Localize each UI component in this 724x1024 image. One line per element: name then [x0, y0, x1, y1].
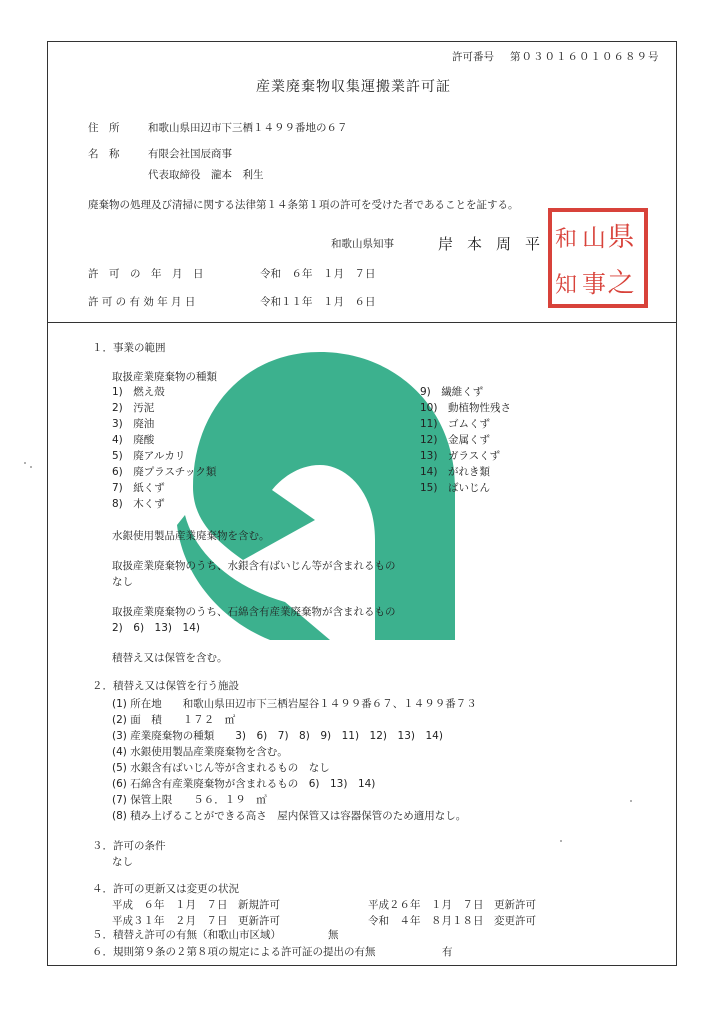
renewal-entry: 令和 ４年 ８月１８日 変更許可	[368, 915, 536, 927]
mercury-dust-answer: なし	[112, 576, 133, 588]
company-name: 有限会社国辰商事	[148, 148, 232, 160]
waste-item-right: 9) 繊維くず	[420, 386, 484, 398]
waste-item-right: 15) ばいじん	[420, 482, 490, 494]
transship-note: 積替え又は保管を含む。	[112, 652, 228, 664]
facility-item: (8) 積み上げることができる高さ 屋内保管又は容器保管のため適用なし。	[112, 810, 467, 822]
permit-date: 令和 ６年 １月 ７日	[260, 268, 376, 280]
scan-speck	[24, 462, 26, 464]
scan-speck	[560, 840, 562, 842]
issuer-name: 岸本周平	[438, 235, 555, 253]
svg-text:之: 之	[607, 268, 635, 299]
section2-heading: ２．積替え又は保管を行う施設	[92, 680, 239, 692]
section6-value: 有	[442, 946, 453, 958]
address-label: 住 所	[88, 122, 120, 134]
facility-item: (4) 水銀使用製品産業廃棄物を含む。	[112, 746, 288, 758]
svg-text:事: 事	[582, 270, 606, 298]
header-divider	[47, 322, 677, 323]
asbestos-answer: 2) 6) 13) 14)	[112, 622, 200, 634]
waste-item-right: 12) 金属くず	[420, 434, 490, 446]
facility-item: (5) 水銀含有ばいじん等が含まれるもの なし	[112, 762, 330, 774]
renewal-entry: 平成２６年 １月 ７日 更新許可	[368, 899, 536, 911]
representative-name: 代表取締役 瀧本 利生	[148, 169, 264, 181]
scan-speck	[30, 466, 32, 468]
certification-statement: 廃棄物の処理及び清掃に関する法律第１４条第１項の許可を受けた者であることを証する。	[88, 199, 519, 211]
section1-heading: １．事業の範囲	[92, 342, 166, 354]
section5-text: ５．積替え許可の有無（和歌山市区域）	[92, 929, 281, 941]
mercury-products-note: 水銀使用製品産業廃棄物を含む。	[112, 530, 270, 542]
waste-item-left: 8) 木くず	[112, 498, 165, 510]
section6-text: ６．規則第９条の２第８項の規定による許可証の提出の有無	[92, 946, 376, 958]
waste-types-label: 取扱産業廃棄物の種類	[112, 371, 217, 383]
renewal-entry: 平成３１年 ２月 ７日 更新許可	[112, 915, 280, 927]
expiry-date: 令和１１年 １月 ６日	[260, 296, 376, 308]
issuer-title: 和歌山県知事	[331, 238, 394, 250]
permit-date-label: 許 可 の 年 月 日	[88, 268, 204, 280]
svg-text:県: 県	[607, 222, 635, 253]
waste-item-right: 10) 動植物性残さ	[420, 402, 511, 414]
waste-item-right: 14) がれき類	[420, 466, 490, 478]
waste-item-left: 2) 汚泥	[112, 402, 155, 414]
svg-text:和: 和	[554, 227, 578, 252]
waste-item-left: 4) 廃酸	[112, 434, 155, 446]
waste-item-left: 6) 廃プラスチック類	[112, 466, 217, 478]
section4-heading: ４．許可の更新又は変更の状況	[92, 883, 239, 895]
facility-item: (3) 産業廃棄物の種類 3) 6) 7) 8) 9) 11) 12) 13) 14)	[112, 730, 443, 742]
waste-item-left: 1) 燃え殻	[112, 386, 165, 398]
conditions-value: なし	[112, 856, 133, 868]
expiry-date-label: 許 可 の 有 効 年 月 日	[88, 296, 196, 308]
name-label: 名 称	[88, 148, 120, 160]
facility-item: (1) 所在地 和歌山県田辺市下三栖岩屋谷１４９９番６７、１４９９番７３	[112, 698, 477, 710]
svg-text:山: 山	[582, 224, 606, 252]
renewal-entry: 平成 ６年 １月 ７日 新規許可	[112, 899, 280, 911]
permit-number-label: 許可番号	[452, 51, 494, 63]
waste-item-left: 7) 紙くず	[112, 482, 165, 494]
facility-item: (2) 面 積 １７２ ㎡	[112, 714, 236, 726]
official-seal	[546, 206, 650, 310]
svg-text:知: 知	[554, 273, 578, 298]
section3-heading: ３．許可の条件	[92, 840, 166, 852]
waste-item-right: 11) ゴムくず	[420, 418, 490, 430]
waste-item-left: 5) 廃アルカリ	[112, 450, 186, 462]
page-title: 産業廃棄物収集運搬業許可証	[256, 79, 451, 95]
section5-value: 無	[328, 929, 339, 941]
address-value: 和歌山県田辺市下三栖１４９９番地の６７	[148, 122, 348, 134]
waste-item-left: 3) 廃油	[112, 418, 155, 430]
mercury-dust-question: 取扱産業廃棄物のうち、水銀含有ばいじん等が含まれるもの	[112, 560, 396, 572]
scan-speck	[630, 800, 632, 802]
facility-item: (7) 保管上限 ５６．１９ ㎥	[112, 794, 267, 806]
asbestos-question: 取扱産業廃棄物のうち、石綿含有産業廃棄物が含まれるもの	[112, 606, 396, 618]
facility-item: (6) 石綿含有産業廃棄物が含まれるもの 6) 13) 14)	[112, 778, 376, 790]
permit-number: 第０３０１６０１０６８９号	[510, 51, 660, 63]
waste-item-right: 13) ガラスくず	[420, 450, 501, 462]
